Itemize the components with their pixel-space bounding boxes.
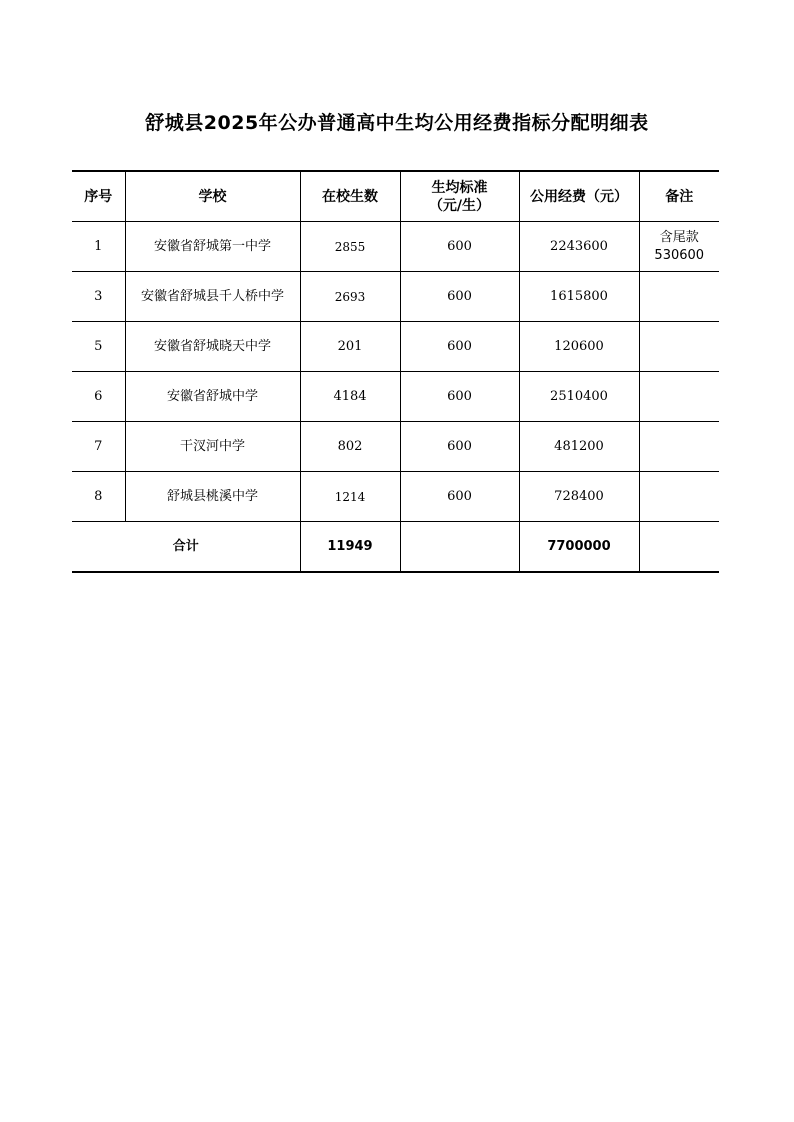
cell-standard: 600 (400, 222, 519, 272)
header-standard-line2: （元/生） (428, 197, 491, 214)
cell-seq: 1 (72, 222, 125, 272)
cell-seq: 6 (72, 372, 125, 422)
total-funds: 7700000 (519, 522, 639, 573)
cell-students: 4184 (300, 372, 400, 422)
cell-funds: 120600 (519, 322, 639, 372)
table-row (72, 322, 719, 372)
total-standard (400, 522, 519, 573)
total-students: 11949 (300, 522, 400, 573)
cell-remark (639, 472, 719, 522)
cell-students: 802 (300, 422, 400, 472)
table-row (72, 372, 719, 422)
cell-remark (639, 222, 719, 272)
table-row (72, 472, 719, 522)
cell-remark (639, 322, 719, 372)
page-title: 舒城县2025年公办普通高中生均公用经费指标分配明细表 (145, 112, 649, 134)
header-students: 在校生数 (300, 171, 400, 222)
cell-funds: 2510400 (519, 372, 639, 422)
table-row (72, 222, 719, 272)
header-remark: 备注 (639, 171, 719, 222)
cell-students: 2855 (300, 222, 400, 272)
header-standard (400, 171, 519, 222)
cell-school: 安徽省舒城县千人桥中学 (125, 272, 300, 322)
cell-standard: 600 (400, 272, 519, 322)
cell-students: 1214 (300, 472, 400, 522)
cell-standard: 600 (400, 472, 519, 522)
cell-school: 安徽省舒城晓天中学 (125, 322, 300, 372)
total-label: 合计 (72, 522, 300, 573)
remark-line1: 含尾款 (659, 229, 699, 245)
cell-school: 安徽省舒城第一中学 (125, 222, 300, 272)
cell-funds: 1615800 (519, 272, 639, 322)
allocation-table (72, 170, 719, 573)
cell-remark (639, 272, 719, 322)
cell-remark (639, 422, 719, 472)
cell-standard: 600 (400, 322, 519, 372)
cell-seq: 8 (72, 472, 125, 522)
cell-school: 干汊河中学 (125, 422, 300, 472)
table-row (72, 422, 719, 472)
cell-students: 2693 (300, 272, 400, 322)
cell-funds: 481200 (519, 422, 639, 472)
table-row (72, 272, 719, 322)
table-header-row (72, 171, 719, 222)
cell-seq: 3 (72, 272, 125, 322)
total-remark (639, 522, 719, 573)
cell-school: 舒城县桃溪中学 (125, 472, 300, 522)
cell-seq: 5 (72, 322, 125, 372)
cell-school: 安徽省舒城中学 (125, 372, 300, 422)
cell-funds: 728400 (519, 472, 639, 522)
header-seq: 序号 (72, 171, 125, 222)
header-funds: 公用经费（元） (519, 171, 639, 222)
remark-line2: 530600 (654, 247, 705, 263)
cell-standard: 600 (400, 372, 519, 422)
header-school: 学校 (125, 171, 300, 222)
cell-funds: 2243600 (519, 222, 639, 272)
cell-students: 201 (300, 322, 400, 372)
cell-remark (639, 372, 719, 422)
total-row (72, 522, 719, 573)
header-standard-line1: 生均标准 (431, 179, 488, 196)
cell-standard: 600 (400, 422, 519, 472)
cell-seq: 7 (72, 422, 125, 472)
